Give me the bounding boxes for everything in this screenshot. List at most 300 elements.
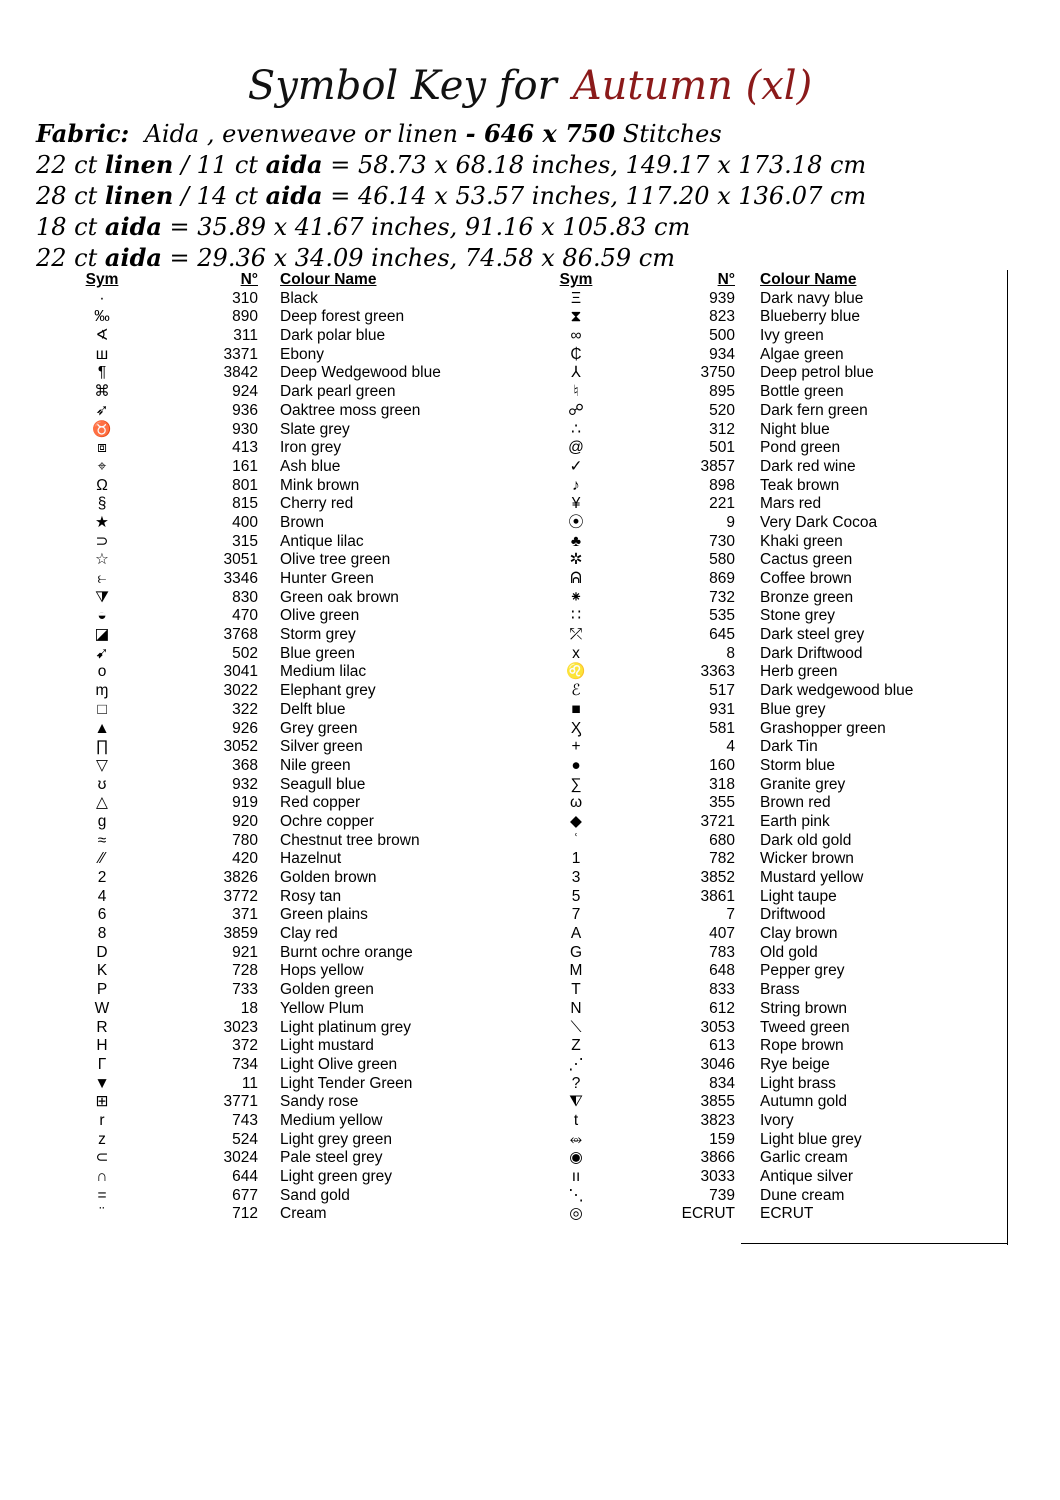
colour-name: Storm grey bbox=[280, 626, 356, 644]
dmc-number: 400 bbox=[232, 513, 258, 531]
symbol: Ξ bbox=[570, 289, 582, 307]
dmc-number: 322 bbox=[232, 700, 258, 718]
colour-name: Dune cream bbox=[760, 1186, 845, 1204]
symbol: M bbox=[569, 962, 583, 980]
colour-name: Khaki green bbox=[760, 532, 843, 550]
symbol: ∑ bbox=[570, 775, 582, 793]
symbol: G bbox=[569, 943, 583, 961]
table-row bbox=[80, 1205, 1010, 1224]
symbol: ? bbox=[571, 1074, 581, 1092]
dmc-number: 3023 bbox=[223, 1018, 258, 1036]
size-dimensions: = 29.36 x 34.09 inches, 74.58 x 86.59 cm bbox=[169, 244, 675, 272]
header-number: N° bbox=[240, 271, 258, 288]
symbol: ☆ bbox=[95, 551, 109, 569]
colour-name: Olive green bbox=[280, 607, 360, 625]
colour-name: Black bbox=[280, 289, 318, 307]
size-fabric: linen bbox=[104, 181, 174, 210]
dmc-number: 500 bbox=[709, 327, 735, 345]
symbol: ⧩ bbox=[95, 588, 109, 606]
size-fabric: aida bbox=[104, 212, 162, 241]
size-count-alt: / 11 ct bbox=[180, 151, 258, 179]
size-line bbox=[36, 242, 1036, 273]
colour-name: Teak brown bbox=[760, 476, 840, 494]
colour-name: Medium yellow bbox=[280, 1111, 383, 1129]
colour-name: Herb green bbox=[760, 663, 838, 681]
dmc-number: 3855 bbox=[700, 1093, 735, 1111]
dmc-number: 815 bbox=[232, 495, 258, 513]
symbol: Z bbox=[571, 1037, 581, 1055]
symbol: ▼ bbox=[94, 1074, 110, 1092]
dmc-number: 3053 bbox=[700, 1018, 735, 1036]
dmc-number: 920 bbox=[232, 812, 258, 830]
colour-name: Dark pearl green bbox=[280, 383, 396, 401]
dmc-number: 315 bbox=[232, 532, 258, 550]
symbol: ⧈ bbox=[97, 439, 107, 457]
dmc-number: 3024 bbox=[223, 1149, 258, 1167]
symbol: Γ bbox=[97, 1055, 107, 1073]
colour-name: Dark steel grey bbox=[760, 626, 865, 644]
symbol: ⊂ bbox=[95, 1149, 109, 1167]
colour-name: Sandy rose bbox=[280, 1093, 359, 1111]
symbol: o bbox=[97, 663, 107, 681]
dmc-number: 834 bbox=[709, 1074, 735, 1092]
symbol: t bbox=[573, 1111, 579, 1129]
header-sym: Sym bbox=[559, 271, 593, 288]
dmc-number: 11 bbox=[241, 1074, 258, 1092]
table-row bbox=[80, 832, 1010, 851]
table-row bbox=[80, 944, 1010, 963]
table-row bbox=[80, 421, 1010, 440]
dmc-number: 898 bbox=[709, 476, 735, 494]
colour-name: Green plains bbox=[280, 906, 368, 924]
header-number: N° bbox=[717, 271, 735, 288]
colour-name: Blue grey bbox=[760, 700, 826, 718]
colour-name: Grey green bbox=[280, 719, 358, 737]
colour-name: Hazelnut bbox=[280, 850, 342, 868]
symbol: P bbox=[96, 981, 108, 999]
table-row bbox=[80, 813, 1010, 832]
colour-name: Rosy tan bbox=[280, 887, 342, 905]
colour-name: Dark red wine bbox=[760, 457, 856, 475]
table-row bbox=[80, 327, 1010, 346]
table-row bbox=[80, 477, 1010, 496]
table-row bbox=[80, 346, 1010, 365]
colour-name: Pond green bbox=[760, 439, 841, 457]
symbol: 1 bbox=[571, 850, 581, 868]
dmc-number: 470 bbox=[232, 607, 258, 625]
size-fabric-alt: aida bbox=[265, 150, 323, 179]
symbol: ● bbox=[571, 756, 581, 774]
table-row bbox=[80, 757, 1010, 776]
stitch-dimensions: 646 x 750 bbox=[483, 119, 616, 148]
size-fabric: linen bbox=[104, 150, 174, 179]
symbol: ᕱ bbox=[570, 570, 582, 587]
colour-name: Cherry red bbox=[280, 495, 354, 513]
symbol: + bbox=[571, 738, 581, 756]
table-row bbox=[80, 981, 1010, 1000]
colour-name: Light Olive green bbox=[280, 1055, 398, 1073]
title-pattern-name: Autumn (xl) bbox=[572, 63, 813, 109]
dmc-number: 161 bbox=[232, 457, 258, 475]
dmc-number: 3346 bbox=[223, 570, 258, 587]
colour-name: Storm blue bbox=[760, 756, 835, 774]
dmc-number: 934 bbox=[709, 345, 735, 363]
colour-name: Antique lilac bbox=[280, 532, 364, 550]
colour-name: Iron grey bbox=[280, 439, 342, 457]
table-row bbox=[80, 1131, 1010, 1150]
symbol: ♣ bbox=[570, 532, 582, 550]
colour-name: Algae green bbox=[760, 345, 844, 363]
dmc-number: 734 bbox=[232, 1055, 258, 1073]
colour-name: Bronze green bbox=[760, 588, 854, 606]
dmc-number: 780 bbox=[232, 831, 258, 849]
symbol: x bbox=[572, 644, 580, 662]
size-line bbox=[36, 211, 1036, 242]
dmc-number: 782 bbox=[709, 850, 735, 868]
table-row bbox=[80, 925, 1010, 944]
symbol: ∏ bbox=[95, 738, 109, 756]
colour-name: Light taupe bbox=[760, 887, 837, 905]
table-row bbox=[80, 888, 1010, 907]
dmc-number: 517 bbox=[709, 682, 735, 700]
colour-name: Old gold bbox=[760, 943, 818, 961]
symbol: ⧨ bbox=[569, 1093, 583, 1111]
dmc-number: 3051 bbox=[223, 551, 258, 569]
size-dimensions: = 35.89 x 41.67 inches, 91.16 x 105.83 cm bbox=[169, 213, 691, 241]
symbol: ∩ bbox=[96, 1168, 108, 1185]
dmc-number: 18 bbox=[240, 999, 258, 1017]
fabric-line: Fabric: Aida , evenweave or linen - 646 x 750 Stitches bbox=[36, 119, 722, 148]
dmc-number: 3041 bbox=[223, 663, 258, 681]
dmc-number: 680 bbox=[709, 831, 735, 849]
symbol: @ bbox=[568, 439, 584, 457]
dmc-number: 372 bbox=[232, 1037, 258, 1055]
dmc-number: 221 bbox=[709, 495, 735, 513]
table-row bbox=[80, 1037, 1010, 1056]
table-row bbox=[80, 626, 1010, 645]
table-row bbox=[80, 439, 1010, 458]
dmc-number: 159 bbox=[709, 1130, 735, 1148]
dmc-number: 3750 bbox=[700, 364, 735, 382]
colour-name: Deep petrol blue bbox=[760, 364, 874, 382]
dmc-number: 730 bbox=[709, 532, 735, 550]
symbol: A bbox=[570, 925, 582, 943]
dmc-number: 3046 bbox=[700, 1055, 735, 1073]
colour-name: Ivy green bbox=[760, 327, 824, 345]
dmc-number: 732 bbox=[709, 588, 735, 606]
dmc-number: 3823 bbox=[700, 1111, 735, 1129]
dmc-number: 931 bbox=[709, 700, 735, 718]
table-row bbox=[80, 308, 1010, 327]
dmc-number: 312 bbox=[709, 420, 735, 438]
colour-name: Light Tender Green bbox=[280, 1074, 413, 1092]
table-row bbox=[80, 1056, 1010, 1075]
table-row bbox=[80, 1149, 1010, 1168]
colour-name: Delft blue bbox=[280, 700, 346, 718]
dmc-number: 613 bbox=[709, 1037, 735, 1055]
dmc-number: 728 bbox=[232, 962, 258, 980]
symbol: ₵ bbox=[570, 345, 582, 363]
dmc-number: 733 bbox=[232, 981, 258, 999]
colour-name: Pepper grey bbox=[760, 962, 845, 980]
dmc-number: 919 bbox=[232, 794, 258, 812]
colour-name: Hunter Green bbox=[280, 570, 374, 587]
colour-name: Oaktree moss green bbox=[280, 401, 421, 419]
dmc-number: 783 bbox=[709, 943, 735, 961]
symbol: ⥈ bbox=[569, 1130, 583, 1148]
colour-name: Brown red bbox=[760, 794, 831, 812]
dmc-number: 823 bbox=[709, 308, 735, 326]
dmc-number: 535 bbox=[709, 607, 735, 625]
table-row bbox=[80, 962, 1010, 981]
dmc-number: 743 bbox=[232, 1111, 258, 1129]
colour-name: Mink brown bbox=[280, 476, 360, 494]
colour-name: Golden green bbox=[280, 981, 374, 999]
dmc-number: 8 bbox=[726, 644, 735, 662]
symbol: R bbox=[96, 1018, 108, 1036]
colour-name: Light grey green bbox=[280, 1130, 393, 1148]
symbol: 5 bbox=[571, 887, 581, 905]
symbol: ⤱ bbox=[569, 626, 583, 644]
symbol: ∴ bbox=[571, 420, 581, 438]
dmc-number: 3859 bbox=[223, 925, 258, 943]
header-colour-name: Colour Name bbox=[280, 271, 377, 288]
colour-name: Driftwood bbox=[760, 906, 826, 924]
table-row bbox=[80, 850, 1010, 869]
colour-name: Dark navy blue bbox=[760, 289, 864, 307]
dmc-number: 926 bbox=[232, 719, 258, 737]
symbol: ◉ bbox=[569, 1149, 583, 1167]
table-row bbox=[80, 514, 1010, 533]
symbol: D bbox=[96, 943, 108, 961]
table-row bbox=[80, 364, 1010, 383]
symbol: ▽ bbox=[96, 756, 108, 774]
table-row bbox=[80, 1000, 1010, 1019]
symbol: ⦿ bbox=[568, 513, 584, 531]
symbol: ∷ bbox=[571, 607, 581, 625]
symbol: ıı bbox=[571, 1168, 581, 1185]
table-row bbox=[80, 607, 1010, 626]
symbol: ☍ bbox=[568, 401, 584, 419]
dmc-number: 4 bbox=[726, 738, 735, 756]
symbol: ▲ bbox=[94, 719, 110, 737]
colour-name: Dark fern green bbox=[760, 401, 868, 419]
symbol-key-table bbox=[80, 271, 1010, 1224]
dmc-number: 645 bbox=[709, 626, 735, 644]
symbol: r bbox=[99, 1111, 105, 1129]
colour-name: Stone grey bbox=[760, 607, 835, 625]
symbol: ∞ bbox=[570, 327, 582, 345]
dmc-number: 712 bbox=[232, 1205, 258, 1223]
symbol: ✲ bbox=[569, 551, 583, 569]
dmc-number: 9 bbox=[726, 513, 735, 531]
size-count-alt: / 14 ct bbox=[180, 182, 258, 210]
dmc-number: 7 bbox=[726, 906, 735, 924]
size-count: 18 ct bbox=[36, 213, 98, 241]
table-header bbox=[80, 271, 1010, 290]
colour-name: Cream bbox=[280, 1205, 327, 1223]
colour-name: Dark Tin bbox=[760, 738, 818, 756]
symbol: ♪ bbox=[572, 476, 580, 494]
dmc-number: 612 bbox=[709, 999, 735, 1017]
table-row bbox=[80, 458, 1010, 477]
table-row bbox=[80, 551, 1010, 570]
colour-name: Nile green bbox=[280, 756, 351, 774]
colour-name: Light platinum grey bbox=[280, 1018, 411, 1036]
table-row bbox=[80, 738, 1010, 757]
symbol: T bbox=[571, 981, 581, 999]
colour-name: Seagull blue bbox=[280, 775, 366, 793]
dmc-number: 502 bbox=[232, 644, 258, 662]
colour-name: Granite grey bbox=[760, 775, 846, 793]
table-row bbox=[80, 1019, 1010, 1038]
colour-name: Earth pink bbox=[760, 812, 830, 830]
dmc-number: 413 bbox=[232, 439, 258, 457]
colour-name: Autumn gold bbox=[760, 1093, 848, 1111]
colour-name: Dark Driftwood bbox=[760, 644, 863, 662]
colour-name: Brass bbox=[760, 981, 800, 999]
table-row bbox=[80, 402, 1010, 421]
symbol: ➶ bbox=[95, 401, 109, 419]
dmc-number: 3721 bbox=[700, 812, 735, 830]
colour-name: Deep forest green bbox=[280, 308, 405, 326]
dmc-number: 580 bbox=[709, 551, 735, 569]
symbol: · bbox=[99, 289, 105, 307]
table-row bbox=[80, 495, 1010, 514]
dmc-number: 3852 bbox=[700, 869, 735, 886]
symbol: ⊃ bbox=[95, 532, 109, 550]
dmc-number: 936 bbox=[232, 401, 258, 419]
colour-name: Bottle green bbox=[760, 383, 844, 401]
dmc-number: 648 bbox=[709, 962, 735, 980]
colour-name: Brown bbox=[280, 513, 324, 531]
colour-name: Sand gold bbox=[280, 1186, 350, 1204]
colour-name: Mars red bbox=[760, 495, 822, 513]
symbol: ɱ bbox=[95, 682, 109, 700]
symbol: ✓ bbox=[569, 457, 583, 475]
dmc-number: 160 bbox=[709, 756, 735, 774]
table-row bbox=[80, 290, 1010, 309]
symbol: 2 bbox=[97, 869, 107, 886]
fabric-label: Fabric: bbox=[36, 119, 130, 148]
dmc-number: 939 bbox=[709, 289, 735, 307]
dmc-number: 895 bbox=[709, 383, 735, 401]
right-border-line bbox=[1007, 270, 1008, 1245]
table-row bbox=[80, 645, 1010, 664]
colour-name: Dark polar blue bbox=[280, 327, 386, 345]
symbol: ♉ bbox=[92, 420, 112, 438]
symbol: ⊞ bbox=[95, 1093, 109, 1111]
symbol: ℰ bbox=[571, 682, 581, 700]
table-row bbox=[80, 720, 1010, 739]
symbol: ⅄ bbox=[571, 364, 581, 382]
dmc-number: 930 bbox=[232, 420, 258, 438]
table-row bbox=[80, 682, 1010, 701]
colour-name: Hops yellow bbox=[280, 962, 364, 980]
colour-name: Olive tree green bbox=[280, 551, 391, 569]
colour-name: Tweed green bbox=[760, 1018, 850, 1036]
page-title bbox=[0, 58, 1060, 114]
header-sym: Sym bbox=[85, 271, 119, 288]
table-row bbox=[80, 1187, 1010, 1206]
colour-name: String brown bbox=[760, 999, 848, 1017]
size-count: 28 ct bbox=[36, 182, 98, 210]
symbol: △ bbox=[96, 794, 108, 812]
dmc-number: 318 bbox=[709, 775, 735, 793]
colour-name: Deep Wedgewood blue bbox=[280, 364, 441, 382]
colour-name: Garlic cream bbox=[760, 1149, 848, 1167]
dmc-number: 3371 bbox=[223, 345, 258, 363]
dmc-number: 3033 bbox=[700, 1168, 735, 1185]
symbol: ≈ bbox=[97, 831, 107, 849]
symbol: g bbox=[97, 812, 107, 830]
table-row bbox=[80, 1093, 1010, 1112]
symbol: ◪ bbox=[94, 626, 110, 644]
size-line bbox=[36, 180, 1036, 211]
dmc-number: 869 bbox=[709, 570, 735, 587]
colour-name: Ochre copper bbox=[280, 812, 374, 830]
colour-name: Slate grey bbox=[280, 420, 350, 438]
size-dimensions: = 46.14 x 53.57 inches, 117.20 x 136.07 cm bbox=[330, 182, 867, 210]
symbol: 8 bbox=[97, 925, 107, 943]
table-row bbox=[80, 776, 1010, 795]
bottom-border-line bbox=[741, 1243, 1008, 1244]
size-dimensions: = 58.73 x 68.18 inches, 149.17 x 173.18 cm bbox=[330, 151, 867, 179]
symbol: Ӽ bbox=[570, 719, 582, 737]
table-row bbox=[80, 589, 1010, 608]
dmc-number: 371 bbox=[232, 906, 258, 924]
table-row bbox=[80, 1075, 1010, 1094]
table-body bbox=[80, 290, 1010, 1224]
colour-name: Dark wedgewood blue bbox=[760, 682, 914, 700]
colour-name: Burnt ochre orange bbox=[280, 943, 413, 961]
fabric-info bbox=[36, 118, 1036, 273]
symbol: ⋰ bbox=[568, 1055, 584, 1073]
colour-name: Ivory bbox=[760, 1111, 794, 1129]
symbol: ¥ bbox=[571, 495, 581, 513]
dmc-number: 420 bbox=[232, 850, 258, 868]
dmc-number: 501 bbox=[709, 439, 735, 457]
dmc-number: 310 bbox=[232, 289, 258, 307]
size-line bbox=[36, 149, 1036, 180]
colour-name: Clay red bbox=[280, 925, 338, 943]
dmc-number: 3772 bbox=[223, 887, 258, 905]
stitch-suffix: Stitches bbox=[622, 120, 722, 148]
symbol: ⟍ bbox=[570, 1018, 582, 1036]
symbol: Ω bbox=[96, 476, 108, 494]
symbol: □ bbox=[97, 700, 107, 718]
colour-name: Light green grey bbox=[280, 1168, 393, 1185]
symbol: ш bbox=[95, 345, 109, 363]
symbol: ⋱ bbox=[568, 1186, 584, 1204]
dmc-number: 3866 bbox=[700, 1149, 735, 1167]
symbol: ⁄⁄ bbox=[99, 850, 105, 868]
dmc-number: ECRUT bbox=[681, 1205, 735, 1223]
dmc-number: 311 bbox=[233, 327, 258, 345]
dmc-number: 524 bbox=[232, 1130, 258, 1148]
colour-name: Rye beige bbox=[760, 1055, 830, 1073]
dmc-number: 677 bbox=[232, 1186, 258, 1204]
colour-name: Very Dark Cocoa bbox=[760, 513, 878, 531]
symbol: ♌ bbox=[566, 663, 586, 681]
dmc-number: 3022 bbox=[223, 682, 258, 700]
symbol: ◎ bbox=[569, 1205, 583, 1223]
header-colour-name: Colour Name bbox=[760, 271, 857, 288]
symbol: ¶ bbox=[97, 364, 107, 382]
symbol: § bbox=[97, 495, 107, 513]
dmc-number: 3768 bbox=[223, 626, 258, 644]
title-prefix: Symbol Key for bbox=[247, 63, 557, 109]
